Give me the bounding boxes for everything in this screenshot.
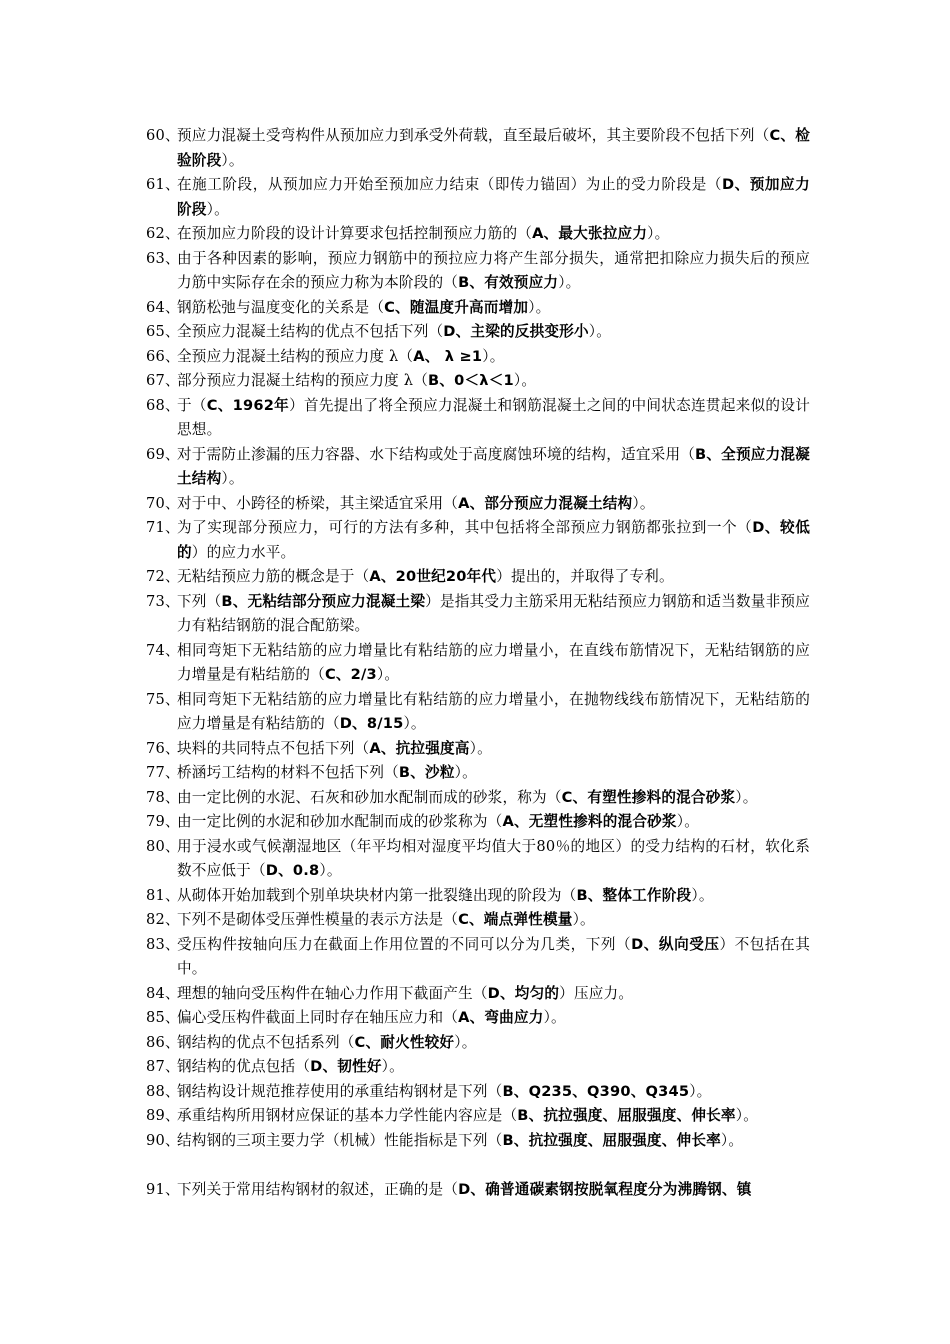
question-item	[146, 247, 810, 296]
question-text: 预应力混凝土受弯构件从预加应力到承受外荷载，直至最后破坏，其主要阶段不包括下列（	[177, 127, 770, 144]
question-number: 70、	[146, 494, 180, 512]
question-text: 用于浸水或气候潮湿地区（年平均相对湿度平均值大于80％的地区）的受力结构的石材，软化系数不应低于（	[177, 837, 810, 879]
answer-text: B、全预应力混凝土结构	[177, 445, 810, 487]
question-item	[146, 369, 810, 394]
question-text-end: ）。	[221, 151, 244, 169]
question-number: 66、	[146, 347, 180, 365]
question-number: 74、	[146, 641, 180, 659]
answer-text: A、 λ ≥1	[413, 347, 483, 365]
question-text: 无粘结预应力筋的概念是于（	[177, 568, 370, 585]
question-text-end: ）。	[528, 298, 551, 316]
question-item	[146, 1055, 810, 1080]
answer-text: C、耐火性较好	[354, 1033, 455, 1051]
question-text: 在预加应力阶段的设计计算要求包括控制预应力筋的（	[177, 225, 533, 242]
question-number: 65、	[146, 323, 180, 340]
question-text: 钢结构的优点不包括系列（	[177, 1033, 355, 1051]
question-text-end: ）压应力。	[559, 984, 634, 1002]
question-text: 偏心受压构件截面上同时存在轴压应力和（	[177, 1009, 459, 1026]
question-text-end: ）。	[691, 886, 714, 904]
question-text-end: ）。	[482, 347, 505, 365]
question-text: 于（	[177, 396, 207, 414]
question-number: 61、	[146, 176, 180, 193]
question-number: 91、	[146, 1180, 180, 1198]
question-number: 84、	[146, 984, 180, 1002]
question-item	[146, 124, 810, 173]
question-text-end: ）。	[454, 764, 477, 781]
question-number: 64、	[146, 298, 180, 316]
answer-text: D、0.8	[265, 862, 320, 879]
question-text: 为了实现部分预应力，可行的方法有多种，其中包括将全部预应力钢筋都张拉到一个（	[177, 519, 753, 536]
question-text-end: ）。	[221, 470, 244, 487]
question-number: 77、	[146, 764, 180, 781]
question-text: 块料的共同特点不包括下列（	[177, 739, 370, 757]
question-number: 60、	[146, 127, 180, 144]
question-text: 对于中、小跨径的桥梁，其主梁适宜采用（	[177, 494, 459, 512]
question-text-end: ）。	[632, 494, 655, 512]
question-item	[146, 394, 810, 443]
answer-text: D、确普通碳素钢按脱氧程度分为沸腾钢、镇	[458, 1180, 752, 1198]
answer-text: D、纵向受压	[631, 935, 720, 953]
question-text-end: ）。	[647, 225, 670, 242]
answer-text: C、1962年	[206, 396, 290, 414]
question-item	[146, 1129, 810, 1154]
question-number: 73、	[146, 592, 180, 610]
question-number: 88、	[146, 1082, 180, 1100]
question-item	[146, 345, 810, 370]
question-number: 82、	[146, 911, 180, 928]
question-text: 相同弯矩下无粘结筋的应力增量比有粘结筋的应力增量小，在抛物线线布筋情况下，无粘结筋的应力增量是有粘结筋的（	[177, 690, 810, 732]
question-text: 钢结构设计规范推荐使用的承重结构钢材是下列（	[177, 1082, 503, 1100]
question-item	[146, 908, 810, 933]
question-text: 受压构件按轴向压力在截面上作用位置的不同可以分为几类，下列（	[177, 935, 632, 953]
question-text-end: ）。	[735, 788, 758, 806]
question-text-end: ）。	[558, 274, 581, 291]
question-text-end: ）。	[376, 666, 400, 683]
answer-text: B、0＜λ＜1	[428, 372, 514, 389]
question-text-end: ）。	[676, 813, 699, 830]
question-number: 79、	[146, 813, 180, 830]
question-text: 由一定比例的水泥、石灰和砂加水配制而成的砂浆，称为（	[177, 788, 562, 806]
question-text-end: ）。	[319, 862, 342, 879]
question-item	[146, 222, 810, 247]
question-text-end: ）。	[454, 1033, 477, 1051]
question-text: 全预应力混凝土结构的预应力度 λ（	[177, 347, 414, 365]
question-number: 89、	[146, 1107, 180, 1124]
answer-text: D、均匀的	[487, 984, 560, 1002]
answer-text: C、2/3	[324, 666, 377, 683]
question-item	[146, 1104, 810, 1129]
answer-text: B、抗拉强度、屈服强度、伸长率	[517, 1107, 736, 1124]
question-text-end: ）提出的，并取得了专利。	[496, 568, 674, 585]
question-number: 81、	[146, 886, 180, 904]
question-number: 67、	[146, 372, 180, 389]
answer-text: B、抗拉强度、屈服强度、伸长率	[502, 1131, 721, 1149]
question-number: 69、	[146, 445, 180, 463]
answer-text: A、20世纪20年代	[369, 568, 497, 585]
question-item	[146, 688, 810, 737]
question-number: 80、	[146, 837, 180, 855]
answer-text: B、Q235、Q390、Q345	[502, 1082, 690, 1100]
answer-text: A、抗拉强度高	[369, 739, 470, 757]
question-text-end: ）。	[403, 715, 426, 732]
question-text: 由一定比例的水泥和砂加水配制而成的砂浆称为（	[177, 813, 503, 830]
answer-text: C、检验阶段	[177, 127, 810, 169]
question-item	[146, 296, 810, 321]
question-text: 从砌体开始加载到个别单块块材内第一批裂缝出现的阶段为（	[177, 886, 577, 904]
answer-text: B、整体工作阶段	[576, 886, 692, 904]
answer-text: A、无塑性掺料的混合砂浆	[502, 813, 677, 830]
question-number: 68、	[146, 396, 180, 414]
question-number: 78、	[146, 788, 180, 806]
question-item	[146, 639, 810, 688]
question-item	[146, 761, 810, 786]
question-text-end: ）。	[572, 911, 595, 928]
question-item	[146, 810, 810, 835]
question-item	[146, 173, 810, 222]
question-text-end: ）。	[735, 1107, 758, 1124]
question-text: 钢筋松弛与温度变化的关系是（	[177, 298, 385, 316]
answer-text: B、无粘结部分预应力混凝土梁	[221, 592, 426, 610]
question-item	[146, 1080, 810, 1105]
question-text-end: ）。	[689, 1082, 712, 1100]
question-item	[146, 1178, 810, 1203]
question-text-end: ）。	[469, 739, 492, 757]
question-text: 由于各种因素的影响，预应力钢筋中的预拉应力将产生部分损失，通常把扣除应力损失后的预应力筋中实际存在余的预应力称为本阶段的（	[177, 249, 810, 291]
answer-text: D、主梁的反拱变形小	[443, 323, 589, 340]
answer-text: C、随温度升高而增加	[384, 298, 529, 316]
question-text-end: ）不包括在其中。	[177, 935, 810, 977]
answer-text: B、沙粒	[398, 764, 455, 781]
answer-text: D、韧性好	[310, 1058, 382, 1075]
answer-text: C、端点弹性模量	[458, 911, 573, 928]
question-text: 桥涵圬工结构的材料不包括下列（	[177, 764, 399, 781]
question-number: 83、	[146, 935, 180, 953]
answer-text: C、有塑性掺料的混合砂浆	[561, 788, 736, 806]
question-text: 承重结构所用钢材应保证的基本力学性能内容应是（	[177, 1107, 518, 1124]
answer-text: A、最大张拉应力	[532, 225, 648, 242]
question-number: 87、	[146, 1058, 180, 1075]
question-number: 90、	[146, 1131, 180, 1149]
question-number: 75、	[146, 690, 180, 708]
question-text-end: ）首先提出了将全预应力混凝土和钢筋混凝土之间的中间状态连贯起来似的设计思想。	[177, 396, 810, 438]
answer-text: D、预加应力阶段	[177, 176, 810, 218]
question-text: 下列不是砌体受压弹性模量的表示方法是（	[177, 911, 459, 928]
answer-text: A、部分预应力混凝土结构	[458, 494, 633, 512]
question-item	[146, 884, 810, 909]
question-item	[146, 1031, 810, 1056]
question-item	[146, 982, 810, 1007]
question-text-end: ）。	[588, 323, 612, 340]
answer-text: D、8/15	[339, 715, 404, 732]
question-text-end: ）的应力水平。	[191, 543, 296, 561]
question-item	[146, 516, 810, 565]
question-number: 76、	[146, 739, 180, 757]
question-text-end: ）。	[381, 1058, 404, 1075]
question-number: 63、	[146, 249, 180, 267]
question-number: 71、	[146, 519, 180, 536]
question-text-end: ）。	[513, 372, 537, 389]
question-text: 结构钢的三项主要力学（机械）性能指标是下列（	[177, 1131, 503, 1149]
answer-text: D、较低的	[177, 519, 810, 561]
answer-text: A、弯曲应力	[458, 1009, 544, 1026]
question-number: 86、	[146, 1033, 180, 1051]
question-text: 部分预应力混凝土结构的预应力度 λ（	[177, 372, 428, 389]
question-item	[146, 1006, 810, 1031]
question-item	[146, 786, 810, 811]
question-item	[146, 492, 810, 517]
question-item	[146, 835, 810, 884]
question-item	[146, 933, 810, 982]
question-text-end: ）。	[720, 1131, 744, 1149]
question-text: 对于需防止渗漏的压力容器、水下结构或处于高度腐蚀环境的结构，适宜采用（	[177, 445, 696, 463]
question-number: 85、	[146, 1009, 180, 1026]
question-text: 下列（	[177, 592, 222, 610]
question-text: 在施工阶段，从预加应力开始至预加应力结束（即传力锚固）为止的受力阶段是（	[177, 176, 722, 193]
question-text: 钢结构的优点包括（	[177, 1058, 311, 1075]
question-text: 理想的轴向受压构件在轴心力作用下截面产生（	[177, 984, 488, 1002]
question-item	[146, 443, 810, 492]
question-item	[146, 565, 810, 590]
question-text-end: ）。	[543, 1009, 566, 1026]
answer-text: B、有效预应力	[458, 274, 559, 291]
question-text: 全预应力混凝土结构的优点不包括下列（	[177, 323, 444, 340]
question-text-end: ）是指其受力主筋采用无粘结预应力钢筋和适当数量非预应力有粘结钢筋的混合配筋梁。	[177, 592, 810, 634]
question-number: 72、	[146, 568, 180, 585]
question-number: 62、	[146, 225, 180, 242]
question-list	[146, 124, 810, 1202]
question-item	[146, 737, 810, 762]
question-text-end: ）。	[206, 200, 229, 218]
question-item	[146, 320, 810, 345]
question-text: 下列关于常用结构钢材的叙述，正确的是（	[177, 1180, 459, 1198]
question-text: 相同弯矩下无粘结筋的应力增量比有粘结筋的应力增量小，在直线布筋情况下，无粘结钢筋的应力增量是有粘结筋的（	[177, 641, 810, 683]
question-item	[146, 590, 810, 639]
